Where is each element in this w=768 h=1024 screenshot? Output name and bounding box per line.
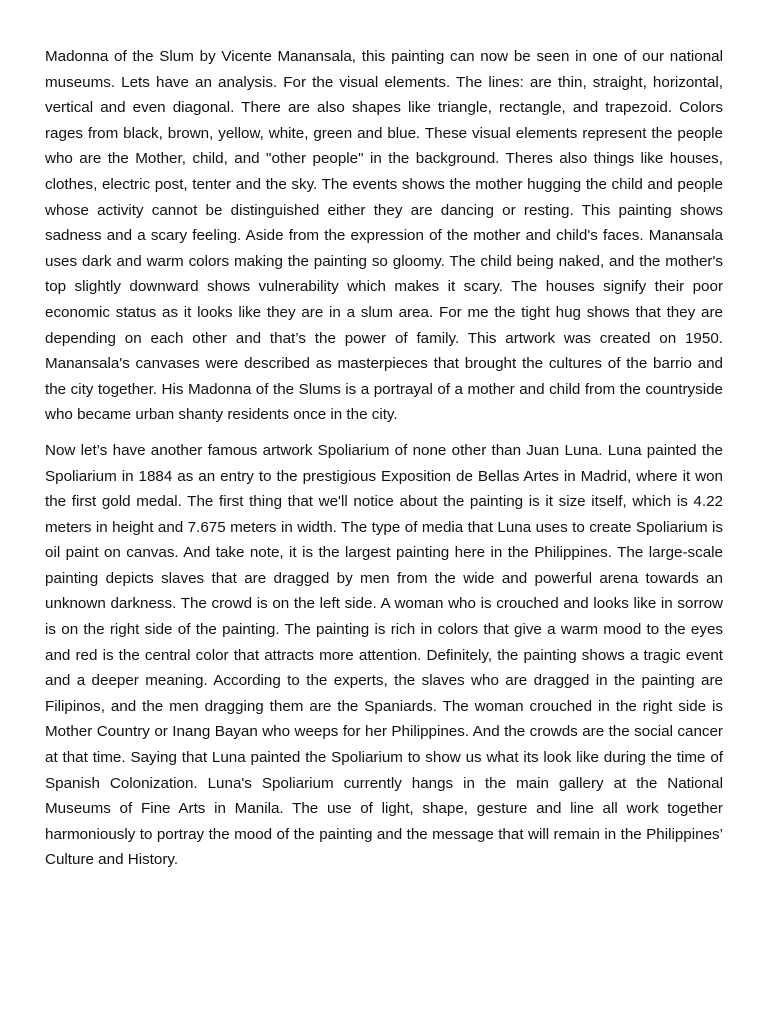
paragraph-madonna-of-the-slum: Madonna of the Slum by Vicente Manansala, this painting can now be seen in one of our national museums. Lets have an analysis. For the visual elements. The lines: are thin, straight, horizontal, vertical and even diagonal. There are also shapes like triangle, rectangle, and trapezoid. Colors rages from black, brown, yellow, white, green and blue. These visual elements represent the people who are the Mother, child, and "other people" in the background. Theres also things like houses, clothes, electric post, tenter and the sky. The events shows the mother hugging the child and people whose activity cannot be distinguished either they are dancing or resting. This painting shows sadness and a scary feeling. Aside from the expression of the mother and child's faces. Manansala uses dark and warm colors making the painting so gloomy. The child being naked, and the mother's top slightly downward shows vulnerability which makes it scary. The houses signify their poor economic status as it looks like they are in a slum area. For me the tight hug shows that they are depending on each other and that’s the power of family. This artwork was created on 1950. Manansala's canvases were described as masterpieces that brought the cultures of the barrio and the city together. His Madonna of the Slums is a portrayal of a mother and child from the countryside who became urban shanty residents once in the city. [45,48,723,424]
document-page [45,44,723,873]
paragraph-spoliarium: Now let’s have another famous artwork Spoliarium of none other than Juan Luna. Luna painted the Spoliarium in 1884 as an entry to the prestigious Exposition de Bellas Artes in Madrid, where it won the first gold medal. The first thing that we'll notice about the painting is it size itself, which is 4.22 meters in height and 7.675 meters in width. The type of media that Luna uses to create Spoliarium is oil paint on canvas. And take note, it is the largest painting here in the Philippines. The large-scale painting depicts slaves that are dragged by men from the wide and powerful arena towards an unknown darkness. The crowd is on the left side. A woman who is crouched and looks like in sorrow is on the right side of the painting. The painting is rich in colors that give a warm mood to the eyes and red is the central color that attracts more attention. Definitely, the painting shows a tragic event and a deeper meaning. According to the experts, the slaves who are dragged in the painting are Filipinos, and the men dragging them are the Spaniards. The woman crouched in the right side is Mother Country or Inang Bayan who weeps for her Philippines. And the crowds are the social cancer at that time. Saying that Luna painted the Spoliarium to show us what its look like during the time of Spanish Colonization. Luna's Spoliarium currently hangs in the main gallery at the National Museums of Fine Arts in Manila. The use of light, shape, gesture and line all work together harmoniously to portray the mood of the painting and the message that will remain in the Philippines’ Culture and History. [45,441,723,869]
